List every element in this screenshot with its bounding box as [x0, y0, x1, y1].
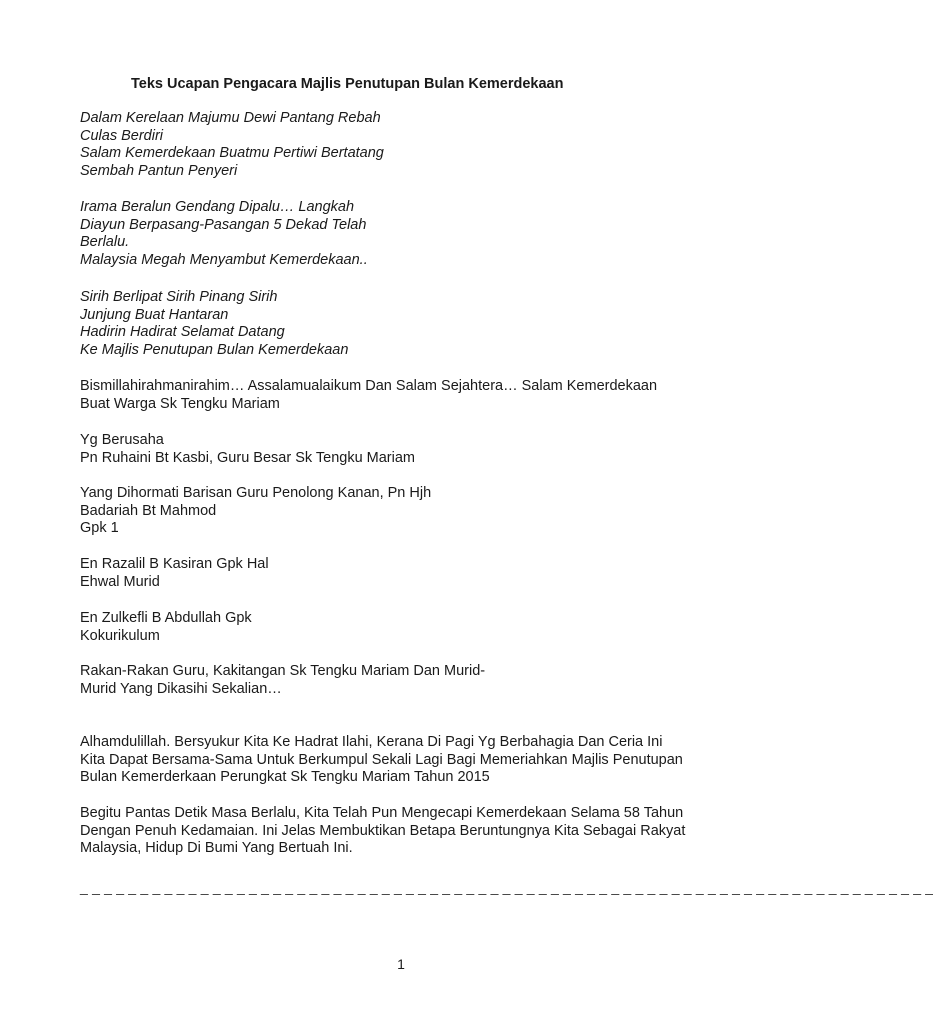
pantun-line: Junjung Buat Hantaran	[80, 306, 229, 323]
paragraph-line: Kita Dapat Bersama-Sama Untuk Berkumpul Sekali Lagi Bagi Memeriahkan Majlis Penutupan	[80, 751, 683, 768]
pantun-stanza-2	[80, 199, 720, 269]
pantun-line: Culas Berdiri	[80, 127, 163, 144]
address-line: Ehwal Murid	[80, 573, 160, 590]
dashed-divider: _ _ _ _ _ _ _ _ _ _ _ _ _ _ _ _ _ _ _ _ _ _ _ _ _ _ _ _ _ _ _ _ _ _ _ _ _ _ _ _ _ _ _ _ _ _ _ _ _ _ _ _ _ _ _ _ _ _ _ _ _ _ _ _ _ _ _ _ _ _ _	[80, 879, 933, 895]
address-line: Pn Ruhaini Bt Kasbi, Guru Besar Sk Tengku Mariam	[80, 449, 416, 466]
pantun-line: Ke Majlis Penutupan Bulan Kemerdekaan	[80, 341, 349, 358]
pantun-line: Diayun Berpasang-Pasangan 5 Dekad Telah	[80, 216, 367, 233]
pantun-stanza-3	[80, 289, 720, 359]
address-line: Murid Yang Dikasihi Sekalian…	[80, 680, 282, 697]
pantun-line: Dalam Kerelaan Majumu Dewi Pantang Rebah	[80, 110, 381, 126]
greeting-paragraph	[80, 378, 720, 413]
page-number: 1	[397, 956, 405, 972]
pantun-line: Sembah Pantun Penyeri	[80, 162, 238, 179]
address-gpk-1	[80, 485, 720, 538]
greeting-line: Buat Warga Sk Tengku Mariam	[80, 395, 280, 412]
address-guru-murid	[80, 663, 720, 698]
paragraph-line: Bulan Kemerderkaan Perungkat Sk Tengku Mariam Tahun 2015	[80, 769, 490, 786]
address-line: En Zulkefli B Abdullah Gpk	[80, 610, 252, 626]
paragraph-line: Alhamdulillah. Bersyukur Kita Ke Hadrat Ilahi, Kerana Di Pagi Yg Berbahagia Dan Ceria Ini	[80, 734, 663, 750]
address-line: Badariah Bt Mahmod	[80, 502, 217, 519]
address-gpk-kokurikulum	[80, 610, 720, 645]
pantun-line: Malaysia Megah Menyambut Kemerdekaan..	[80, 251, 368, 268]
address-line: Yang Dihormati Barisan Guru Penolong Kanan, Pn Hjh	[80, 485, 432, 501]
address-guru-besar	[80, 432, 720, 467]
pantun-line: Salam Kemerdekaan Buatmu Pertiwi Bertatang	[80, 145, 384, 162]
paragraph-line: Malaysia, Hidup Di Bumi Yang Bertuah Ini.	[80, 840, 353, 857]
address-line: Rakan-Rakan Guru, Kakitangan Sk Tengku Mariam Dan Murid-	[80, 663, 486, 679]
pantun-line: Irama Beralun Gendang Dipalu… Langkah	[80, 199, 355, 215]
pantun-stanza-1	[80, 110, 720, 180]
address-line: Yg Berusaha	[80, 432, 164, 448]
pantun-line: Berlalu.	[80, 234, 130, 251]
greeting-line: Bismillahirahmanirahim… Assalamualaikum Dan Salam Sejahtera… Salam Kemerdekaan	[80, 378, 658, 394]
address-line: En Razalil B Kasiran Gpk Hal	[80, 556, 269, 572]
address-line: Kokurikulum	[80, 627, 160, 644]
document-title: Teks Ucapan Pengacara Majlis Penutupan Bulan Kemerdekaan	[131, 76, 564, 92]
body-paragraph-2	[80, 805, 720, 858]
paragraph-line: Dengan Penuh Kedamaian. Ini Jelas Membuktikan Betapa Beruntungnya Kita Sebagai Rakyat	[80, 822, 686, 839]
address-gpk-hem	[80, 556, 720, 591]
address-line: Gpk 1	[80, 520, 119, 537]
paragraph-line: Begitu Pantas Detik Masa Berlalu, Kita Telah Pun Mengecapi Kemerdekaan Selama 58 Tahun	[80, 805, 684, 821]
body-paragraph-1	[80, 734, 720, 787]
pantun-line: Hadirin Hadirat Selamat Datang	[80, 324, 285, 341]
pantun-line: Sirih Berlipat Sirih Pinang Sirih	[80, 289, 278, 305]
